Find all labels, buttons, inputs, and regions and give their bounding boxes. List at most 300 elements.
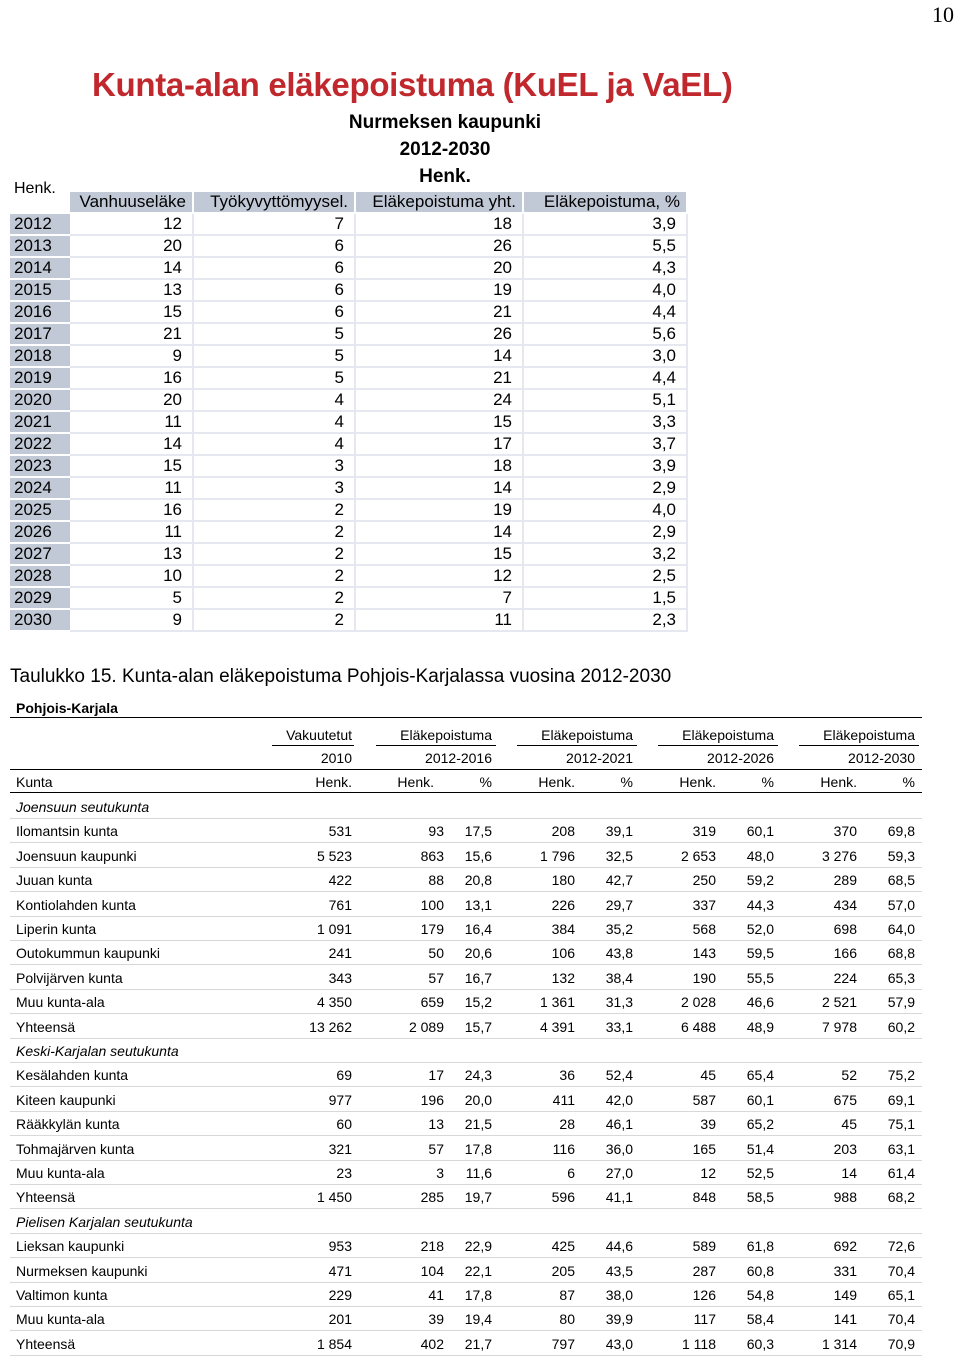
pk-table-row (10, 966, 922, 990)
pk-value-cell: 44,3 (746, 896, 774, 913)
pk-value-cell: 58,5 (746, 1189, 774, 1206)
pk-municipality-name: Liperin kunta (16, 921, 97, 937)
nurmes-value-cell: 4 (194, 390, 356, 412)
pk-value-cell: 104 (420, 1262, 444, 1279)
pk-value-cell: 13 (428, 1116, 444, 1133)
pk-value-cell: 35,2 (605, 921, 633, 937)
pk-value-cell: 59,3 (887, 847, 915, 864)
pk-value-cell: 72,6 (887, 1238, 915, 1255)
nurmes-table-row (10, 588, 688, 610)
nurmes-value-cell: 2 (194, 610, 356, 632)
pk-value-cell: 141 (833, 1311, 857, 1328)
nurmes-value-cell: 18 (356, 456, 524, 478)
nurmes-value-cell: 3,2 (524, 544, 688, 566)
nurmes-value-cell: 14 (356, 522, 524, 544)
pk-col-henk: Henk. (820, 774, 857, 790)
pk-header-vakuutetut-year: 2010 (320, 750, 352, 766)
nurmes-value-cell: 11 (356, 610, 524, 632)
pk-col-pct: % (902, 774, 915, 790)
nurmes-value-cell: 5 (194, 368, 356, 390)
pk-group-name: Pielisen Karjalan seutukunta (16, 1213, 193, 1230)
pk-table-row (10, 1185, 922, 1209)
pk-value-cell: 21,5 (464, 1116, 492, 1133)
pk-value-cell: 568 (692, 921, 716, 937)
nurmes-year-cell: 2030 (10, 610, 70, 632)
pk-value-cell: 2 089 (408, 1018, 444, 1035)
pk-value-cell: 20,6 (464, 945, 492, 962)
nurmes-year-cell: 2022 (10, 434, 70, 456)
pk-value-cell: 698 (833, 921, 857, 937)
pk-value-cell: 589 (692, 1238, 716, 1255)
pk-value-cell: 17,5 (464, 823, 492, 840)
pk-value-cell: 24,3 (464, 1067, 492, 1084)
pk-table-row (10, 1259, 922, 1283)
nurmes-value-cell: 6 (194, 236, 356, 258)
nurmes-year-cell: 2024 (10, 478, 70, 500)
nurmes-year-cell: 2013 (10, 236, 70, 258)
pk-header-poistuma: Eläkepoistuma (682, 727, 774, 743)
pk-value-cell: 70,4 (887, 1262, 915, 1279)
nurmes-value-cell: 5,6 (524, 324, 688, 346)
pk-header-period: 2012-2016 (425, 750, 492, 766)
pk-value-cell: 59,2 (746, 872, 774, 889)
pk-municipality-name: Ilomantsin kunta (16, 823, 118, 840)
nurmes-value-cell: 11 (70, 478, 194, 500)
pk-col-henk: Henk. (315, 774, 352, 790)
pk-table-row (10, 868, 922, 892)
nurmes-value-cell: 7 (194, 214, 356, 236)
pk-value-cell: 100 (420, 896, 444, 913)
nurmes-value-cell: 15 (356, 544, 524, 566)
nurmes-table-row (10, 346, 688, 368)
pk-value-cell: 41,1 (605, 1189, 633, 1206)
pk-value-cell: 165 (692, 1140, 716, 1157)
pk-col-henk: Henk. (679, 774, 716, 790)
nurmes-table-row (10, 522, 688, 544)
pk-value-cell: 68,5 (887, 872, 915, 889)
pk-value-cell: 69 (336, 1067, 352, 1084)
nurmes-value-cell: 14 (70, 258, 194, 280)
pk-value-cell: 2 521 (821, 994, 857, 1011)
pk-value-cell: 6 (567, 1165, 575, 1181)
nurmes-value-cell: 4,4 (524, 368, 688, 390)
pk-value-cell: 977 (328, 1091, 352, 1108)
pk-table-row (10, 1088, 922, 1112)
nurmes-value-cell: 16 (70, 500, 194, 522)
pk-value-cell: 65,1 (887, 1287, 915, 1303)
pk-value-cell: 57,9 (887, 994, 915, 1011)
pk-value-cell: 12 (700, 1165, 716, 1181)
pk-value-cell: 132 (551, 969, 575, 986)
table-caption: Taulukko 15. Kunta-alan eläkepoistuma Pohjois-Karjalassa vuosina 2012-2030 (10, 666, 672, 687)
pk-value-cell: 675 (833, 1091, 857, 1108)
pk-table-row (10, 1234, 922, 1258)
pk-value-cell: 1 854 (316, 1335, 352, 1352)
pk-value-cell: 39 (428, 1311, 444, 1328)
pk-value-cell: 58,4 (746, 1311, 774, 1328)
pk-value-cell: 5 523 (316, 847, 352, 864)
pk-municipality-name: Valtimon kunta (16, 1287, 108, 1303)
pk-municipality-name: Kontiolahden kunta (16, 896, 136, 913)
nurmes-value-cell: 20 (70, 236, 194, 258)
nurmes-year-cell: 2025 (10, 500, 70, 522)
pk-value-cell: 60,2 (887, 1018, 915, 1035)
pk-table-row (10, 1283, 922, 1307)
pk-value-cell: 343 (328, 969, 352, 986)
pk-row-separator (10, 1355, 922, 1356)
nurmes-year-cell: 2014 (10, 258, 70, 280)
nurmes-year-cell: 2016 (10, 302, 70, 324)
nurmes-value-cell: 4,4 (524, 302, 688, 324)
nurmes-year-cell: 2019 (10, 368, 70, 390)
nurmes-value-cell: 16 (70, 368, 194, 390)
pk-value-cell: 65,3 (887, 969, 915, 986)
pk-value-cell: 21,7 (464, 1335, 492, 1352)
nurmes-col-header: Eläkepoistuma yht. (356, 192, 524, 214)
pk-value-cell: 2 653 (680, 847, 716, 864)
pk-value-cell: 201 (328, 1311, 352, 1328)
pk-value-cell: 13 262 (309, 1018, 352, 1035)
pk-value-cell: 28 (559, 1116, 575, 1133)
pk-value-cell: 41 (428, 1287, 444, 1303)
pk-value-cell: 52,0 (746, 921, 774, 937)
pk-value-cell: 65,4 (746, 1067, 774, 1084)
nurmes-year-cell: 2015 (10, 280, 70, 302)
pk-value-cell: 36 (559, 1067, 575, 1084)
nurmes-value-cell: 3 (194, 478, 356, 500)
nurmes-table-row (10, 456, 688, 478)
nurmes-value-cell: 17 (356, 434, 524, 456)
pk-header-poistuma: Eläkepoistuma (823, 727, 915, 743)
pk-value-cell: 1 796 (539, 847, 575, 864)
nurmes-table-row (10, 280, 688, 302)
pk-table-row (10, 1015, 922, 1039)
nurmes-value-cell: 5,5 (524, 236, 688, 258)
pk-value-cell: 29,7 (605, 896, 633, 913)
pk-value-cell: 23 (336, 1165, 352, 1181)
nurmes-value-cell: 19 (356, 280, 524, 302)
nurmes-value-cell: 18 (356, 214, 524, 236)
nurmes-year-cell: 2027 (10, 544, 70, 566)
pk-table-row (10, 893, 922, 917)
pk-value-cell: 402 (420, 1335, 444, 1352)
nurmes-value-cell: 5 (70, 588, 194, 610)
pk-header-period: 2012-2026 (707, 750, 774, 766)
nurmes-table-row (10, 302, 688, 324)
pk-value-cell: 42,7 (605, 872, 633, 889)
nurmes-value-cell: 4,0 (524, 280, 688, 302)
pk-value-cell: 20,8 (464, 872, 492, 889)
pk-value-cell: 61,4 (887, 1165, 915, 1181)
pk-value-cell: 988 (833, 1189, 857, 1206)
pk-municipality-name: Yhteensä (16, 1335, 76, 1352)
nurmes-table-row (10, 610, 688, 632)
nurmes-value-cell: 12 (70, 214, 194, 236)
pk-value-cell: 241 (328, 945, 352, 962)
pk-value-cell: 587 (692, 1091, 716, 1108)
pk-value-cell: 190 (692, 969, 716, 986)
nurmes-value-cell: 15 (70, 456, 194, 478)
pk-value-cell: 22,1 (464, 1262, 492, 1279)
nurmes-value-cell: 26 (356, 324, 524, 346)
pk-value-cell: 70,4 (887, 1311, 915, 1328)
pk-table-row (10, 819, 922, 843)
pk-value-cell: 384 (551, 921, 575, 937)
pk-municipality-name: Tohmajärven kunta (16, 1140, 135, 1157)
nurmes-table-row (10, 500, 688, 522)
nurmes-value-cell: 2 (194, 566, 356, 588)
pk-value-cell: 848 (692, 1189, 716, 1206)
pk-value-cell: 93 (428, 823, 444, 840)
pk-value-cell: 411 (552, 1091, 575, 1108)
pk-value-cell: 52,5 (746, 1165, 774, 1181)
pk-value-cell: 39,9 (605, 1311, 633, 1328)
pk-value-cell: 287 (692, 1262, 716, 1279)
nurmes-year-cell: 2018 (10, 346, 70, 368)
pk-value-cell: 68,8 (887, 945, 915, 962)
pk-table-row (10, 941, 922, 965)
nurmes-table-row (10, 390, 688, 412)
pk-value-cell: 45 (841, 1116, 857, 1133)
nurmes-value-cell: 2 (194, 500, 356, 522)
pk-value-cell: 434 (833, 896, 857, 913)
nurmes-col-header: Eläkepoistuma, % (524, 192, 688, 214)
pk-table-row (10, 1332, 922, 1356)
nurmes-table-row (10, 368, 688, 390)
pk-col-henk: Henk. (538, 774, 575, 790)
pk-value-cell: 250 (692, 872, 716, 889)
pk-group-row (10, 1039, 922, 1063)
nurmes-value-cell: 3,0 (524, 346, 688, 368)
nurmes-subtitle-years: 2012-2030 (399, 139, 491, 160)
pk-group-name: Joensuun seutukunta (16, 799, 150, 815)
pk-value-cell: 60,3 (746, 1335, 774, 1352)
pk-value-cell: 13,1 (464, 896, 492, 913)
pk-value-cell: 36,0 (605, 1140, 633, 1157)
nurmes-value-cell: 4 (194, 434, 356, 456)
pk-value-cell: 149 (833, 1287, 857, 1303)
nurmes-table-row (10, 544, 688, 566)
pk-value-cell: 16,7 (464, 969, 492, 986)
pk-value-cell: 69,8 (887, 823, 915, 840)
nurmes-value-cell: 2 (194, 544, 356, 566)
nurmes-value-cell: 3,9 (524, 214, 688, 236)
pk-header-rule (658, 745, 778, 746)
pk-municipality-name: Yhteensä (16, 1189, 76, 1206)
pk-col-henk: Henk. (397, 774, 434, 790)
nurmes-year-cell: 2021 (10, 412, 70, 434)
pk-header-period: 2012-2030 (848, 750, 915, 766)
pk-value-cell: 43,0 (605, 1335, 633, 1352)
pk-header-rule (272, 745, 354, 746)
nurmes-value-cell: 9 (70, 610, 194, 632)
nurmes-value-cell: 3 (194, 456, 356, 478)
pk-value-cell: 43,5 (605, 1262, 633, 1279)
nurmes-value-cell: 6 (194, 280, 356, 302)
pk-value-cell: 44,6 (605, 1238, 633, 1255)
pk-value-cell: 422 (328, 872, 352, 889)
nurmes-value-cell: 5,1 (524, 390, 688, 412)
nurmes-value-cell: 11 (70, 412, 194, 434)
nurmes-corner-label: Henk. (14, 180, 56, 197)
nurmes-value-cell: 24 (356, 390, 524, 412)
pk-value-cell: 46,6 (746, 994, 774, 1011)
pk-col-pct: % (761, 774, 774, 790)
pk-value-cell: 15,2 (464, 994, 492, 1011)
pk-value-cell: 69,1 (887, 1091, 915, 1108)
pk-value-cell: 1 361 (539, 994, 575, 1011)
pk-value-cell: 54,8 (746, 1287, 774, 1303)
pk-title: Pohjois-Karjala (16, 700, 118, 716)
pk-value-cell: 60,1 (746, 823, 774, 840)
nurmes-table-row (10, 324, 688, 346)
nurmes-year-cell: 2028 (10, 566, 70, 588)
nurmes-year-cell: 2023 (10, 456, 70, 478)
pk-col-pct: % (620, 774, 633, 790)
pk-top-rule (10, 717, 922, 718)
nurmes-value-cell: 5 (194, 324, 356, 346)
nurmes-value-cell: 13 (70, 544, 194, 566)
pk-group-row (10, 1210, 922, 1234)
pk-value-cell: 57 (428, 969, 444, 986)
pk-value-cell: 126 (692, 1287, 716, 1303)
nurmes-value-cell: 19 (356, 500, 524, 522)
pk-header-rule (376, 745, 496, 746)
pk-value-cell: 50 (428, 945, 444, 962)
pk-value-cell: 75,1 (887, 1116, 915, 1133)
pk-value-cell: 208 (551, 823, 575, 840)
nurmes-table-row (10, 214, 688, 236)
nurmes-value-cell: 2,5 (524, 566, 688, 588)
nurmes-value-cell: 6 (194, 258, 356, 280)
pk-table-row (10, 1112, 922, 1136)
nurmes-table-row (10, 258, 688, 280)
pk-value-cell: 17,8 (464, 1287, 492, 1303)
pk-municipality-name: Yhteensä (16, 1018, 76, 1035)
nurmes-value-cell: 12 (356, 566, 524, 588)
pk-value-cell: 48,9 (746, 1018, 774, 1035)
pk-value-cell: 45 (700, 1067, 716, 1084)
pk-value-cell: 797 (551, 1335, 575, 1352)
pk-value-cell: 27,0 (605, 1165, 633, 1181)
pk-value-cell: 203 (833, 1140, 857, 1157)
nurmes-year-cell: 2029 (10, 588, 70, 610)
pk-value-cell: 205 (551, 1262, 575, 1279)
pk-value-cell: 42,0 (605, 1091, 633, 1108)
pk-value-cell: 659 (420, 994, 444, 1011)
page-number: 10 (932, 2, 954, 27)
pk-value-cell: 17 (428, 1067, 444, 1084)
pk-value-cell: 87 (559, 1287, 575, 1303)
nurmes-table-row (10, 566, 688, 588)
pk-table-row (10, 1137, 922, 1161)
pk-value-cell: 68,2 (887, 1189, 915, 1206)
nurmes-value-cell: 2 (194, 588, 356, 610)
pk-value-cell: 224 (833, 969, 857, 986)
pk-municipality-name: Lieksan kaupunki (16, 1238, 125, 1255)
pk-value-cell: 425 (551, 1238, 575, 1255)
pk-municipality-name: Muu kunta-ala (16, 1165, 105, 1181)
nurmes-value-cell: 3,3 (524, 412, 688, 434)
pk-table-row (10, 1161, 922, 1185)
nurmes-table-image (10, 60, 810, 640)
pk-value-cell: 61,8 (746, 1238, 774, 1255)
pk-value-cell: 1 450 (316, 1189, 352, 1206)
nurmes-value-cell: 2,9 (524, 522, 688, 544)
nurmes-subtitle-city: Nurmeksen kaupunki (348, 112, 542, 133)
pk-value-cell: 3 (436, 1165, 444, 1181)
pk-value-cell: 226 (551, 896, 575, 913)
pk-value-cell: 289 (833, 872, 857, 889)
pk-value-cell: 22,9 (464, 1238, 492, 1255)
pk-group-name: Keski-Karjalan seutukunta (16, 1043, 179, 1059)
pk-value-cell: 32,5 (605, 847, 633, 864)
nurmes-value-cell: 15 (356, 412, 524, 434)
pk-value-cell: 471 (328, 1262, 352, 1279)
pk-municipality-name: Muu kunta-ala (16, 1311, 105, 1328)
pk-value-cell: 337 (692, 896, 716, 913)
pohjois-karjala-table-image (10, 698, 924, 1360)
pk-header-poistuma: Eläkepoistuma (541, 727, 633, 743)
pk-value-cell: 7 978 (821, 1018, 857, 1035)
pk-value-cell: 43,8 (605, 945, 633, 962)
nurmes-value-cell: 4 (194, 412, 356, 434)
pk-value-cell: 64,0 (887, 921, 915, 937)
pk-table-row (10, 917, 922, 941)
nurmes-value-cell: 3,9 (524, 456, 688, 478)
pk-value-cell: 863 (420, 847, 444, 864)
pk-value-cell: 52,4 (605, 1067, 633, 1084)
pk-value-cell: 4 391 (539, 1018, 575, 1035)
pk-header-vakuutetut: Vakuutetut (286, 727, 352, 743)
nurmes-value-cell: 10 (70, 566, 194, 588)
pk-value-cell: 16,4 (464, 921, 492, 937)
pk-header-rule (799, 745, 919, 746)
pk-municipality-name: Rääkkylän kunta (16, 1116, 120, 1133)
pk-value-cell: 4 350 (316, 994, 352, 1011)
pk-table-row (10, 990, 922, 1014)
pk-value-cell: 20,0 (464, 1091, 492, 1108)
nurmes-year-cell: 2020 (10, 390, 70, 412)
nurmes-corner-cell (10, 192, 70, 214)
pk-value-cell: 15,7 (464, 1018, 492, 1035)
nurmes-value-cell: 20 (70, 390, 194, 412)
pk-header-period: 2012-2021 (566, 750, 633, 766)
pk-value-cell: 60 (336, 1116, 352, 1133)
nurmes-value-cell: 4,0 (524, 500, 688, 522)
pk-value-cell: 57 (428, 1140, 444, 1157)
pk-value-cell: 692 (833, 1238, 857, 1255)
nurmes-value-cell: 3,7 (524, 434, 688, 456)
nurmes-year-cell: 2017 (10, 324, 70, 346)
pk-value-cell: 48,0 (746, 847, 774, 864)
pk-value-cell: 106 (551, 945, 575, 962)
pk-value-cell: 331 (833, 1262, 857, 1279)
pk-header-poistuma: Eläkepoistuma (400, 727, 492, 743)
nurmes-year-cell: 2026 (10, 522, 70, 544)
pk-value-cell: 65,2 (746, 1116, 774, 1133)
pk-value-cell: 46,1 (605, 1116, 633, 1133)
pk-value-cell: 88 (428, 872, 444, 889)
pk-value-cell: 38,0 (605, 1287, 633, 1303)
nurmes-col-header: Vanhuuseläke (70, 192, 194, 214)
nurmes-value-cell: 21 (70, 324, 194, 346)
nurmes-value-cell: 21 (356, 302, 524, 324)
pk-value-cell: 761 (328, 896, 352, 913)
pk-municipality-name: Polvijärven kunta (16, 969, 123, 986)
pk-value-cell: 39 (700, 1116, 716, 1133)
pk-value-cell: 52 (841, 1067, 857, 1084)
